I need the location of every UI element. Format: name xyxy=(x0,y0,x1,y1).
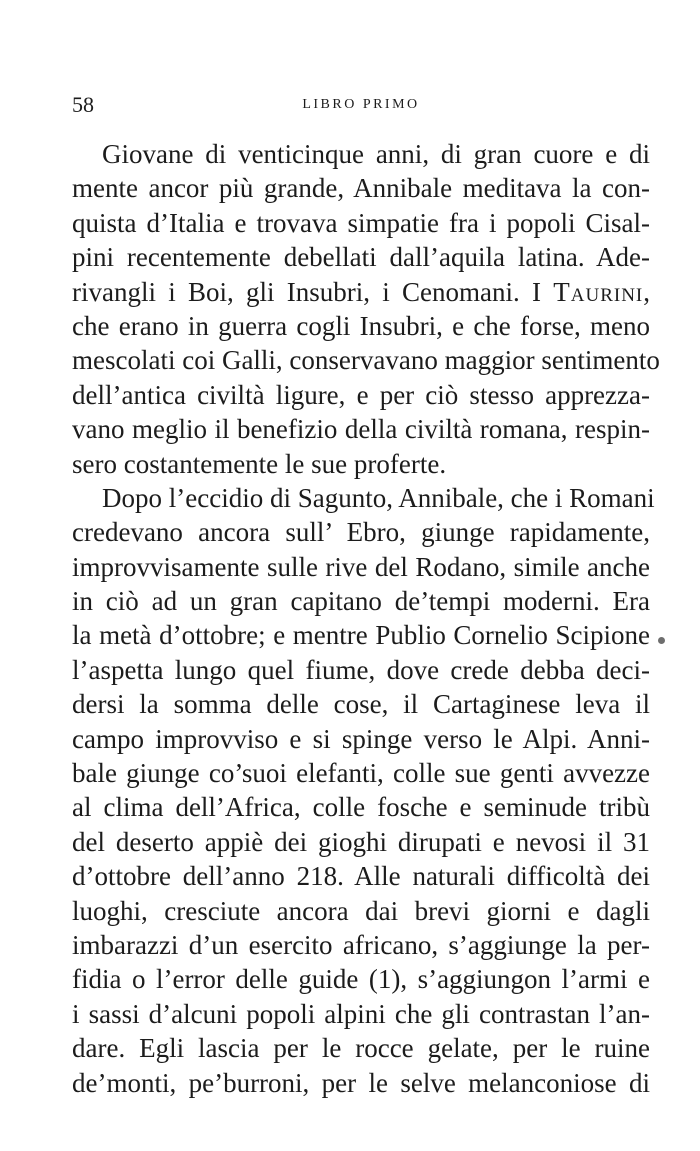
text-line: credevano ancora sull’ Ebro, giunge rapidamente, xyxy=(72,517,650,548)
text-segment: , xyxy=(643,276,650,307)
text-line: vano meglio il benefizio della civiltà romana, respin- xyxy=(72,414,650,445)
text-line: la metà d’ottobre; e mentre Publio Cornelio Scipione xyxy=(72,620,650,651)
text-line: dell’antica civiltà ligure, e per ciò stesso apprezza- xyxy=(72,379,650,410)
text-line: in ciò ad un gran capitano de’tempi moderni. Era xyxy=(72,586,650,617)
text-line: quista d’Italia e trovava simpatie fra i popoli Cisal- xyxy=(72,207,650,238)
text-line: sero costantemente le sue proferte. xyxy=(72,448,447,479)
text-line xyxy=(72,275,650,309)
margin-dot xyxy=(658,637,665,644)
text-line: dersi la somma delle cose, il Cartaginese leva il xyxy=(72,689,650,720)
text-line: del deserto appiè dei gioghi dirupati e nevosi il 31 xyxy=(72,826,650,857)
text-line: improvvisamente sulle rive del Rodano, simile anche xyxy=(72,551,650,582)
running-title: LIBRO PRIMO xyxy=(302,97,420,112)
text-line: che erano in guerra cogli Insubri, e che forse, meno xyxy=(72,310,650,341)
text-line: bale giunge co’suoi elefanti, colle sue genti avvezze xyxy=(72,758,650,789)
text-line: Giovane di venticinque anni, di gran cuore e di xyxy=(102,139,650,169)
text-line: mente ancor più grande, Annibale meditava la con- xyxy=(72,173,650,204)
text-line: de’monti, pe’burroni, per le selve melanconiose di xyxy=(72,1067,650,1098)
text-line: al clima dell’Africa, colle fosche e seminude tribù xyxy=(72,792,650,823)
text-line: mescolati coi Galli, conservavano maggior sentimento xyxy=(72,345,660,376)
text-line: campo improvviso e si spinge verso le Alpi. Anni- xyxy=(72,723,650,754)
text-line: luoghi, cresciute ancora dai brevi giorni e dagli xyxy=(72,895,650,926)
small-caps-name: Taurini xyxy=(553,276,644,307)
text-line: pini recentemente debellati dall’aquila latina. Ade- xyxy=(72,242,650,273)
text-line: Dopo l’eccidio di Sagunto, Annibale, che i Romani xyxy=(102,482,655,513)
text-line: dare. Egli lascia per le rocce gelate, per le ruine xyxy=(72,1033,650,1064)
page-header xyxy=(72,92,650,118)
text-line: l’aspetta lungo quel fiume, dove crede debba deci- xyxy=(72,654,650,685)
body-text xyxy=(72,137,660,1100)
text-line: imbarazzi d’un esercito africano, s’aggiunge la per- xyxy=(72,929,650,960)
page-number: 58 xyxy=(72,92,94,117)
text-line: d’ottobre dell’anno 218. Alle naturali difficoltà dei xyxy=(72,861,650,892)
text-line: fidia o l’error delle guide (1), s’aggiungon l’armi e xyxy=(72,964,650,995)
text-segment: rivangli i Boi, gli Insubri, i Cenomani. I xyxy=(72,276,541,307)
text-line: i sassi d’alcuni popoli alpini che gli contrastan l’an- xyxy=(72,998,650,1029)
